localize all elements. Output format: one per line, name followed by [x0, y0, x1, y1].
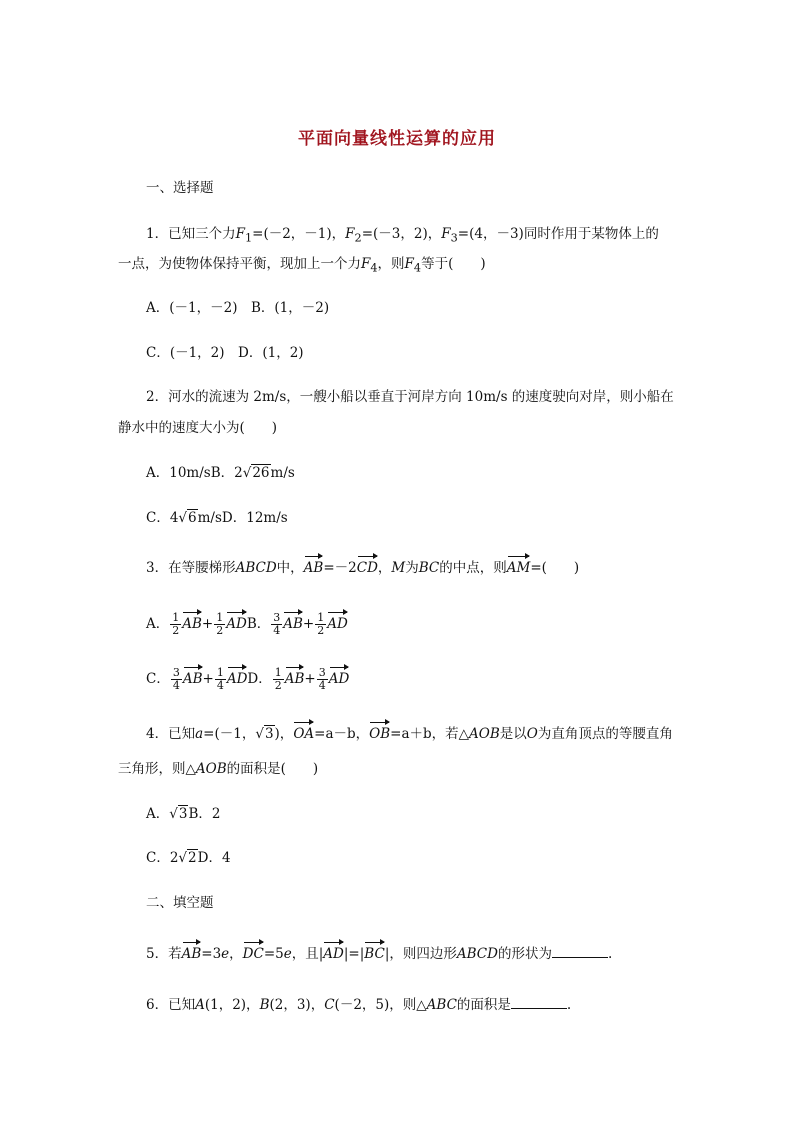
question-6	[146, 994, 571, 1015]
question-4-line-2	[118, 759, 318, 779]
radicand: 26	[252, 465, 270, 481]
fraction	[273, 667, 284, 692]
text: 4．已知	[146, 726, 196, 742]
answer-blank[interactable]	[552, 943, 608, 958]
vector-ad: AD	[323, 946, 344, 962]
sqrt: √26	[242, 465, 270, 481]
vector: AD	[328, 671, 350, 687]
radicand: 3	[178, 806, 188, 822]
var-f4: F	[404, 256, 414, 272]
question-4-options-ab	[146, 804, 220, 824]
num: 3	[172, 666, 180, 679]
var: AOB	[469, 726, 500, 742]
vector-bc: BC	[364, 946, 385, 962]
text: .	[607, 946, 613, 962]
text: A．	[146, 806, 170, 822]
var-f4: F	[361, 256, 371, 272]
question-3-options-cd	[146, 667, 349, 692]
vector-ab: AB	[303, 560, 324, 576]
text: ，	[229, 946, 243, 962]
text: ，则	[377, 256, 405, 272]
sqrt: √2	[178, 850, 197, 866]
text: B．2	[188, 806, 221, 822]
var-f1: F	[235, 226, 245, 242]
den: 4	[318, 679, 326, 692]
text: 一点，为使物体保持平衡，现加上一个力	[118, 256, 361, 272]
page-title: 平面向量线性运算的应用	[298, 129, 496, 149]
radicand: 3	[264, 726, 274, 742]
text: 的面积是	[456, 997, 511, 1013]
vector: AB	[182, 671, 203, 687]
question-5	[146, 943, 612, 964]
text: m/sD．12m/s	[197, 510, 288, 526]
text: 5．若	[146, 946, 182, 962]
text: =(－3，2)，	[361, 226, 442, 242]
text: |=|	[343, 946, 365, 962]
num: 1	[172, 611, 180, 624]
var-e: e	[283, 946, 292, 962]
text: =a＋b，若△	[390, 726, 470, 742]
question-4-line-1	[146, 724, 673, 744]
var: ABC	[426, 997, 457, 1013]
sqrt: √3	[255, 726, 274, 742]
var-f3: F	[441, 226, 451, 242]
text: =－2	[323, 560, 357, 576]
text: +	[202, 671, 214, 687]
text: m/s	[270, 465, 295, 481]
text: 的面积是( )	[226, 761, 319, 777]
text: )，	[274, 726, 294, 742]
text: 中，	[276, 560, 304, 576]
text: D．	[247, 671, 272, 687]
sub: 2	[354, 231, 362, 245]
den: 2	[274, 679, 282, 692]
var-a: a	[195, 726, 204, 742]
text: +	[201, 616, 214, 632]
text: 三角形，则△	[118, 761, 196, 777]
text: =a－b，	[314, 726, 370, 742]
text: =( )	[530, 560, 580, 576]
text: (－2，5)，则△	[334, 997, 427, 1013]
sub: 4	[413, 261, 422, 275]
text: 为	[405, 560, 419, 576]
fraction	[317, 667, 328, 692]
text: C．4	[146, 510, 179, 526]
num: 3	[318, 666, 326, 679]
var: C	[324, 997, 335, 1013]
text: =3	[201, 946, 222, 962]
text: 是以	[499, 726, 527, 742]
var: M	[391, 560, 406, 576]
num: 1	[317, 611, 325, 624]
question-1-line-2	[118, 254, 486, 279]
text: C．2	[146, 850, 179, 866]
vector: AD	[327, 616, 348, 632]
question-1-line-1	[146, 224, 659, 249]
question-2-line-1: 2．河水的流速为 2m/s，一艘小船以垂直于河岸方向 10m/s 的速度驶向对岸，则小船在	[146, 389, 674, 405]
question-2-options-ab	[146, 463, 295, 483]
vector: AD	[226, 671, 248, 687]
var: BC	[418, 560, 440, 576]
text: .	[566, 997, 572, 1013]
text: =5	[263, 946, 284, 962]
var-e: e	[221, 946, 230, 962]
question-3-options-ab	[146, 612, 348, 637]
vector-ab: AB	[181, 946, 202, 962]
sqrt: √6	[178, 510, 197, 526]
text: 等于( )	[421, 256, 486, 272]
question-1-options-ab: A．(－1，－2) B．(1，－2)	[146, 300, 330, 316]
text: (2，3)，	[269, 997, 325, 1013]
section-heading-fill: 二、填空题	[146, 895, 214, 911]
vector-ob: OB	[369, 726, 391, 742]
fraction	[214, 612, 225, 637]
question-3-stem	[146, 558, 579, 578]
vector: AB	[284, 671, 305, 687]
radicand: 2	[188, 850, 197, 866]
fraction	[315, 612, 326, 637]
question-1-options-cd: C．(－1，2) D．(1，2)	[146, 345, 304, 361]
num: 1	[216, 611, 224, 624]
fraction	[170, 612, 181, 637]
vector: AD	[226, 616, 247, 632]
var: O	[526, 726, 538, 742]
text: 为直角顶点的等腰直角	[537, 726, 673, 742]
num: 1	[274, 666, 282, 679]
text: ，且|	[291, 946, 324, 962]
den: 4	[273, 624, 281, 637]
text: 的形状为	[497, 946, 552, 962]
fraction	[271, 612, 282, 637]
sub: 4	[370, 261, 378, 275]
vector-dc: DC	[242, 946, 264, 962]
num: 1	[216, 666, 224, 679]
sub: 1	[244, 231, 253, 245]
vector: AB	[283, 616, 303, 632]
var: ABCD	[235, 560, 277, 576]
den: 2	[172, 624, 180, 637]
section-heading-choice: 一、选择题	[146, 180, 214, 196]
vector-oa: OA	[293, 726, 315, 742]
text: A．10m/sB．2	[146, 465, 243, 481]
text: C．	[146, 671, 170, 687]
text: D．4	[197, 850, 231, 866]
vector-cd: CD	[356, 560, 378, 576]
var-f2: F	[345, 226, 355, 242]
text: =(－2，－1)，	[252, 226, 346, 242]
text: B．	[246, 616, 271, 632]
text: +	[302, 616, 315, 632]
text: A．	[146, 616, 170, 632]
sqrt: √3	[169, 806, 188, 822]
text: 1．已知三个力	[146, 226, 236, 242]
text: (1，2)，	[204, 997, 260, 1013]
num: 3	[273, 611, 281, 624]
text: |，则四边形	[384, 946, 457, 962]
var: ABCD	[456, 946, 498, 962]
sub: 3	[450, 231, 458, 245]
text: 6．已知	[146, 997, 196, 1013]
question-2-options-cd	[146, 508, 288, 528]
text: =(4，－3)同时作用于某物体上的	[457, 226, 659, 242]
den: 4	[216, 679, 224, 692]
den: 2	[216, 624, 224, 637]
question-4-options-cd	[146, 848, 231, 868]
text: =(－1，	[203, 726, 256, 742]
den: 4	[172, 679, 180, 692]
var: A	[195, 997, 205, 1013]
text: +	[304, 671, 316, 687]
var: B	[259, 997, 270, 1013]
den: 2	[317, 624, 325, 637]
text: 3．在等腰梯形	[146, 560, 236, 576]
question-2-line-2: 静水中的速度大小为( )	[118, 420, 278, 436]
text: ，	[377, 560, 392, 576]
radicand: 6	[188, 510, 197, 526]
vector: AB	[182, 616, 202, 632]
text: 的中点，则	[439, 560, 507, 576]
fraction	[171, 667, 182, 692]
fraction	[215, 667, 226, 692]
var: AOB	[195, 761, 227, 777]
vector-am: AM	[506, 560, 531, 576]
answer-blank[interactable]	[511, 994, 567, 1009]
